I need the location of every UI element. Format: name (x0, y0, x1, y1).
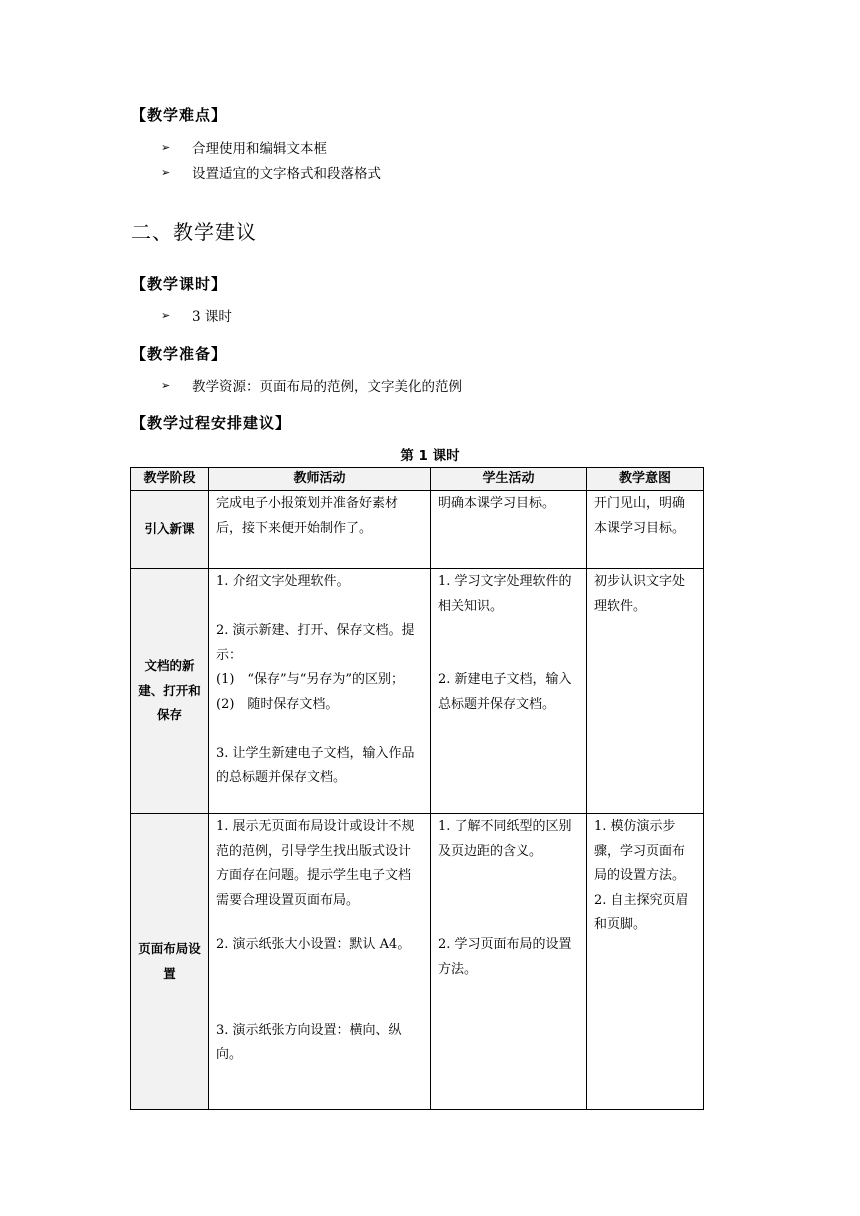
teacher-cell: 1. 展示无页面布局设计或设计不规范的范例，引导学生找出版式设计方面存在问题。提示学生电子文档需要合理设置页面布局。 2. 演示纸张大小设置：默认 A4。 3. 演示纸张方向设置：横向、纵向。 (209, 814, 431, 1110)
header-intent: 教学意图 (587, 468, 704, 491)
arrow-bullet-icon: ➢ (161, 140, 171, 154)
intent-cell: 初步认识文字处理软件。 (587, 569, 704, 814)
header-teacher: 教师活动 (209, 468, 431, 491)
period-heading: 【教学课时】 (131, 275, 228, 293)
arrow-bullet-icon: ➢ (161, 308, 171, 322)
table-header-row (131, 468, 704, 491)
prep-heading: 【教学准备】 (131, 345, 228, 363)
arrow-bullet-icon: ➢ (161, 165, 171, 179)
stage-cell: 引入新课 (131, 491, 209, 569)
prep-item: ➢ 教学资源：页面布局的范例，文字美化的范例 (161, 378, 462, 395)
arrow-bullet-icon: ➢ (161, 378, 171, 392)
section-heading: 二、教学建议 (131, 220, 257, 244)
period-item: ➢ 3 课时 (161, 308, 232, 325)
header-stage: 教学阶段 (131, 468, 209, 491)
teacher-cell: 1. 介绍文字处理软件。 2. 演示新建、打开、保存文档。提示： (1) “保存”与“另存为”的区别； (2) 随时保存文档。 3. 让学生新建电子文档，输入作品的总标题并保存文档。 (209, 569, 431, 814)
student-cell: 明确本课学习目标。 (431, 491, 587, 569)
student-cell: 1. 了解不同纸型的区别及页边距的含义。 2. 学习页面布局的设置方法。 (431, 814, 587, 1110)
difficulty-item-1: ➢ 合理使用和编辑文本框 (161, 140, 327, 157)
difficulty-heading: 【教学难点】 (131, 106, 228, 124)
process-heading: 【教学过程安排建议】 (131, 414, 292, 432)
table-row (131, 491, 704, 569)
teacher-cell: 完成电子小报策划并准备好素材后，接下来便开始制作了。 (209, 491, 431, 569)
header-student: 学生活动 (431, 468, 587, 491)
stage-cell: 文档的新建、打开和保存 (131, 569, 209, 814)
difficulty-item-2: ➢ 设置适宜的文字格式和段落格式 (161, 165, 381, 182)
intent-cell: 1. 模仿演示步骤，学习页面布局的设置方法。 2. 自主探究页眉和页脚。 (587, 814, 704, 1110)
intent-cell: 开门见山，明确本课学习目标。 (587, 491, 704, 569)
table-row (131, 814, 704, 1110)
stage-cell: 页面布局设置 (131, 814, 209, 1110)
student-cell: 1. 学习文字处理软件的相关知识。 2. 新建电子文档，输入总标题并保存文档。 (431, 569, 587, 814)
table-caption: 第 1 课时 (400, 448, 460, 464)
lesson-table (130, 467, 704, 1110)
table-row (131, 569, 704, 814)
